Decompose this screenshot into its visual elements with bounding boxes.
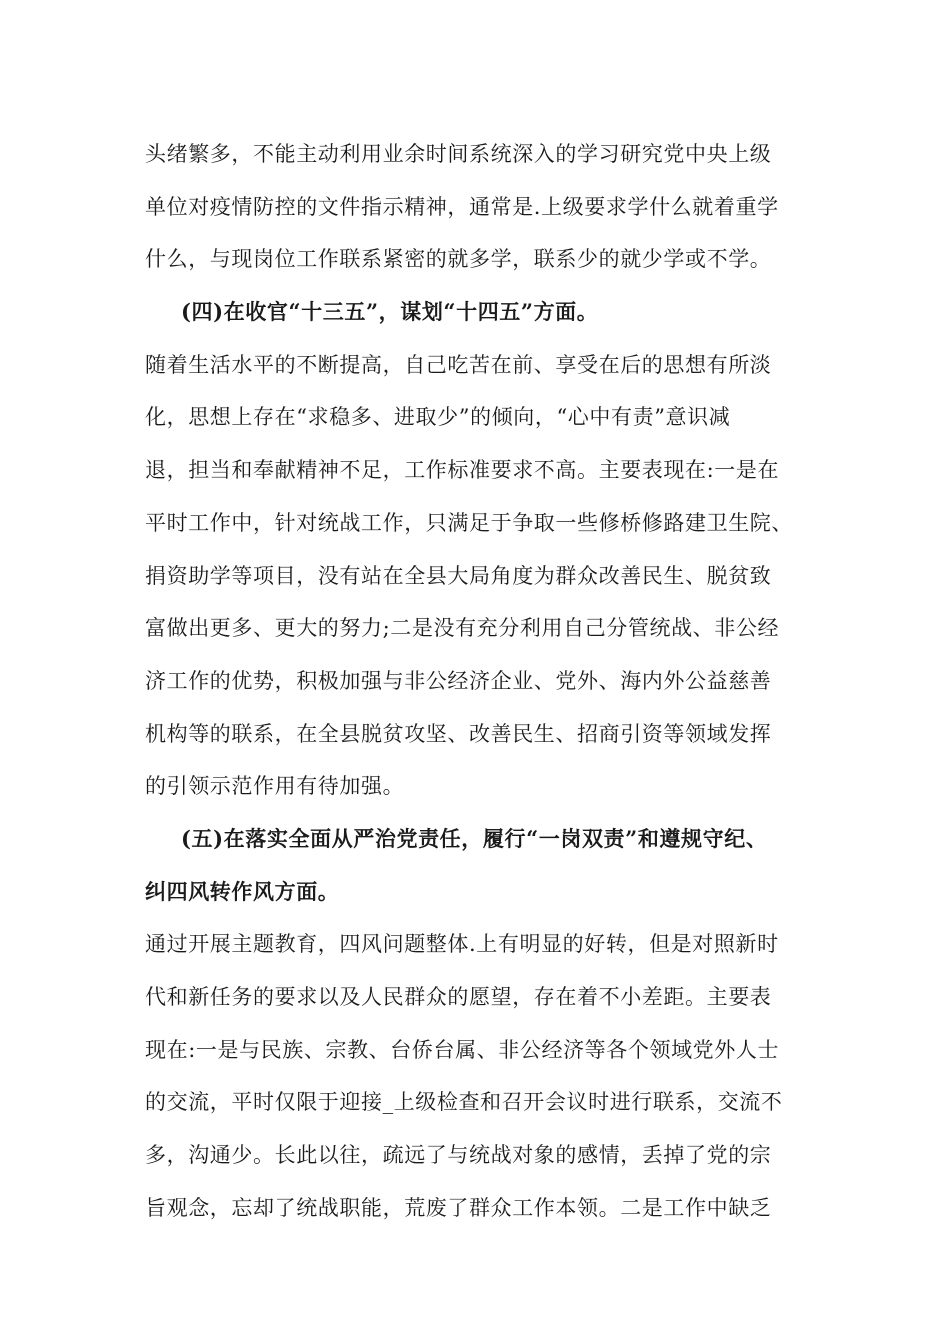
- text-line: 富做出更多、更大的努力;二是没有充分利用自己分管统战、非公经: [145, 616, 780, 641]
- text-line: 济工作的优势，积极加强与非公经济企业、党外、海内外公益慈善: [145, 668, 772, 693]
- text-line: 旨观念，忘却了统战职能，荒废了群众工作本领。二是工作中缺乏: [145, 1195, 772, 1220]
- text-line: 单位对疫情防控的文件指示精神，通常是.上级要求学什么就着重学: [145, 194, 779, 219]
- text-line: 机构等的联系，在全县脱贫攻坚、改善民生、招商引资等领域发挥: [145, 721, 772, 746]
- heading-line: (四)在收官“十三五”，谋划“十四五”方面。: [181, 299, 599, 325]
- text-line: 现在:一是与民族、宗教、台侨台属、非公经济等各个领域党外人士: [145, 1037, 780, 1062]
- text-line: 的交流，平时仅限于迎接_上级检查和召开会议时进行联系，交流不: [145, 1090, 783, 1115]
- paragraph-body: [145, 339, 810, 813]
- paragraph-body: [145, 918, 810, 1234]
- paragraph-body: [145, 128, 810, 286]
- text-line: 的引领示范作用有待加强。: [145, 774, 405, 799]
- text-line: 头绪繁多，不能主动利用业余时间系统深入的学习研究党中央上级: [145, 142, 772, 166]
- text-line: 多，沟通少。长此以往，疏远了与统战对象的感情，丢掉了党的宗: [145, 1143, 772, 1168]
- text-line: 退，担当和奉献精神不足，工作标准要求不高。主要表现在:一是在: [145, 458, 780, 483]
- text-line: 化，思想上存在“求稳多、进取少”的倾向，“心中有责”意识减: [145, 405, 731, 430]
- text-line: 捐资助学等项目，没有站在全县大局角度为群众改善民生、脱贫致: [145, 563, 772, 588]
- text-line: 什么，与现岗位工作联系紧密的就多学，联系少的就少学或不学。: [145, 247, 772, 272]
- heading-line: (五)在落实全面从严治党责任，履行“一岗双责”和遵规守纪、: [181, 825, 768, 851]
- document-page: [145, 128, 810, 1234]
- text-line: 通过开展主题教育，四风问题整体.上有明显的好转，但是对照新时: [145, 932, 779, 957]
- section-heading: [145, 286, 810, 339]
- text-line: 随着生活水平的不断提高，自己吃苦在前、享受在后的思想有所淡: [145, 352, 772, 377]
- text-line: 平时工作中，针对统战工作，只满足于争取一些修桥修路建卫生院、: [145, 510, 793, 535]
- section-heading: [145, 813, 810, 918]
- heading-line: 纠四风转作风方面。: [145, 878, 340, 904]
- text-line: 代和新任务的要求以及人民群众的愿望，存在着不小差距。主要表: [145, 985, 772, 1009]
